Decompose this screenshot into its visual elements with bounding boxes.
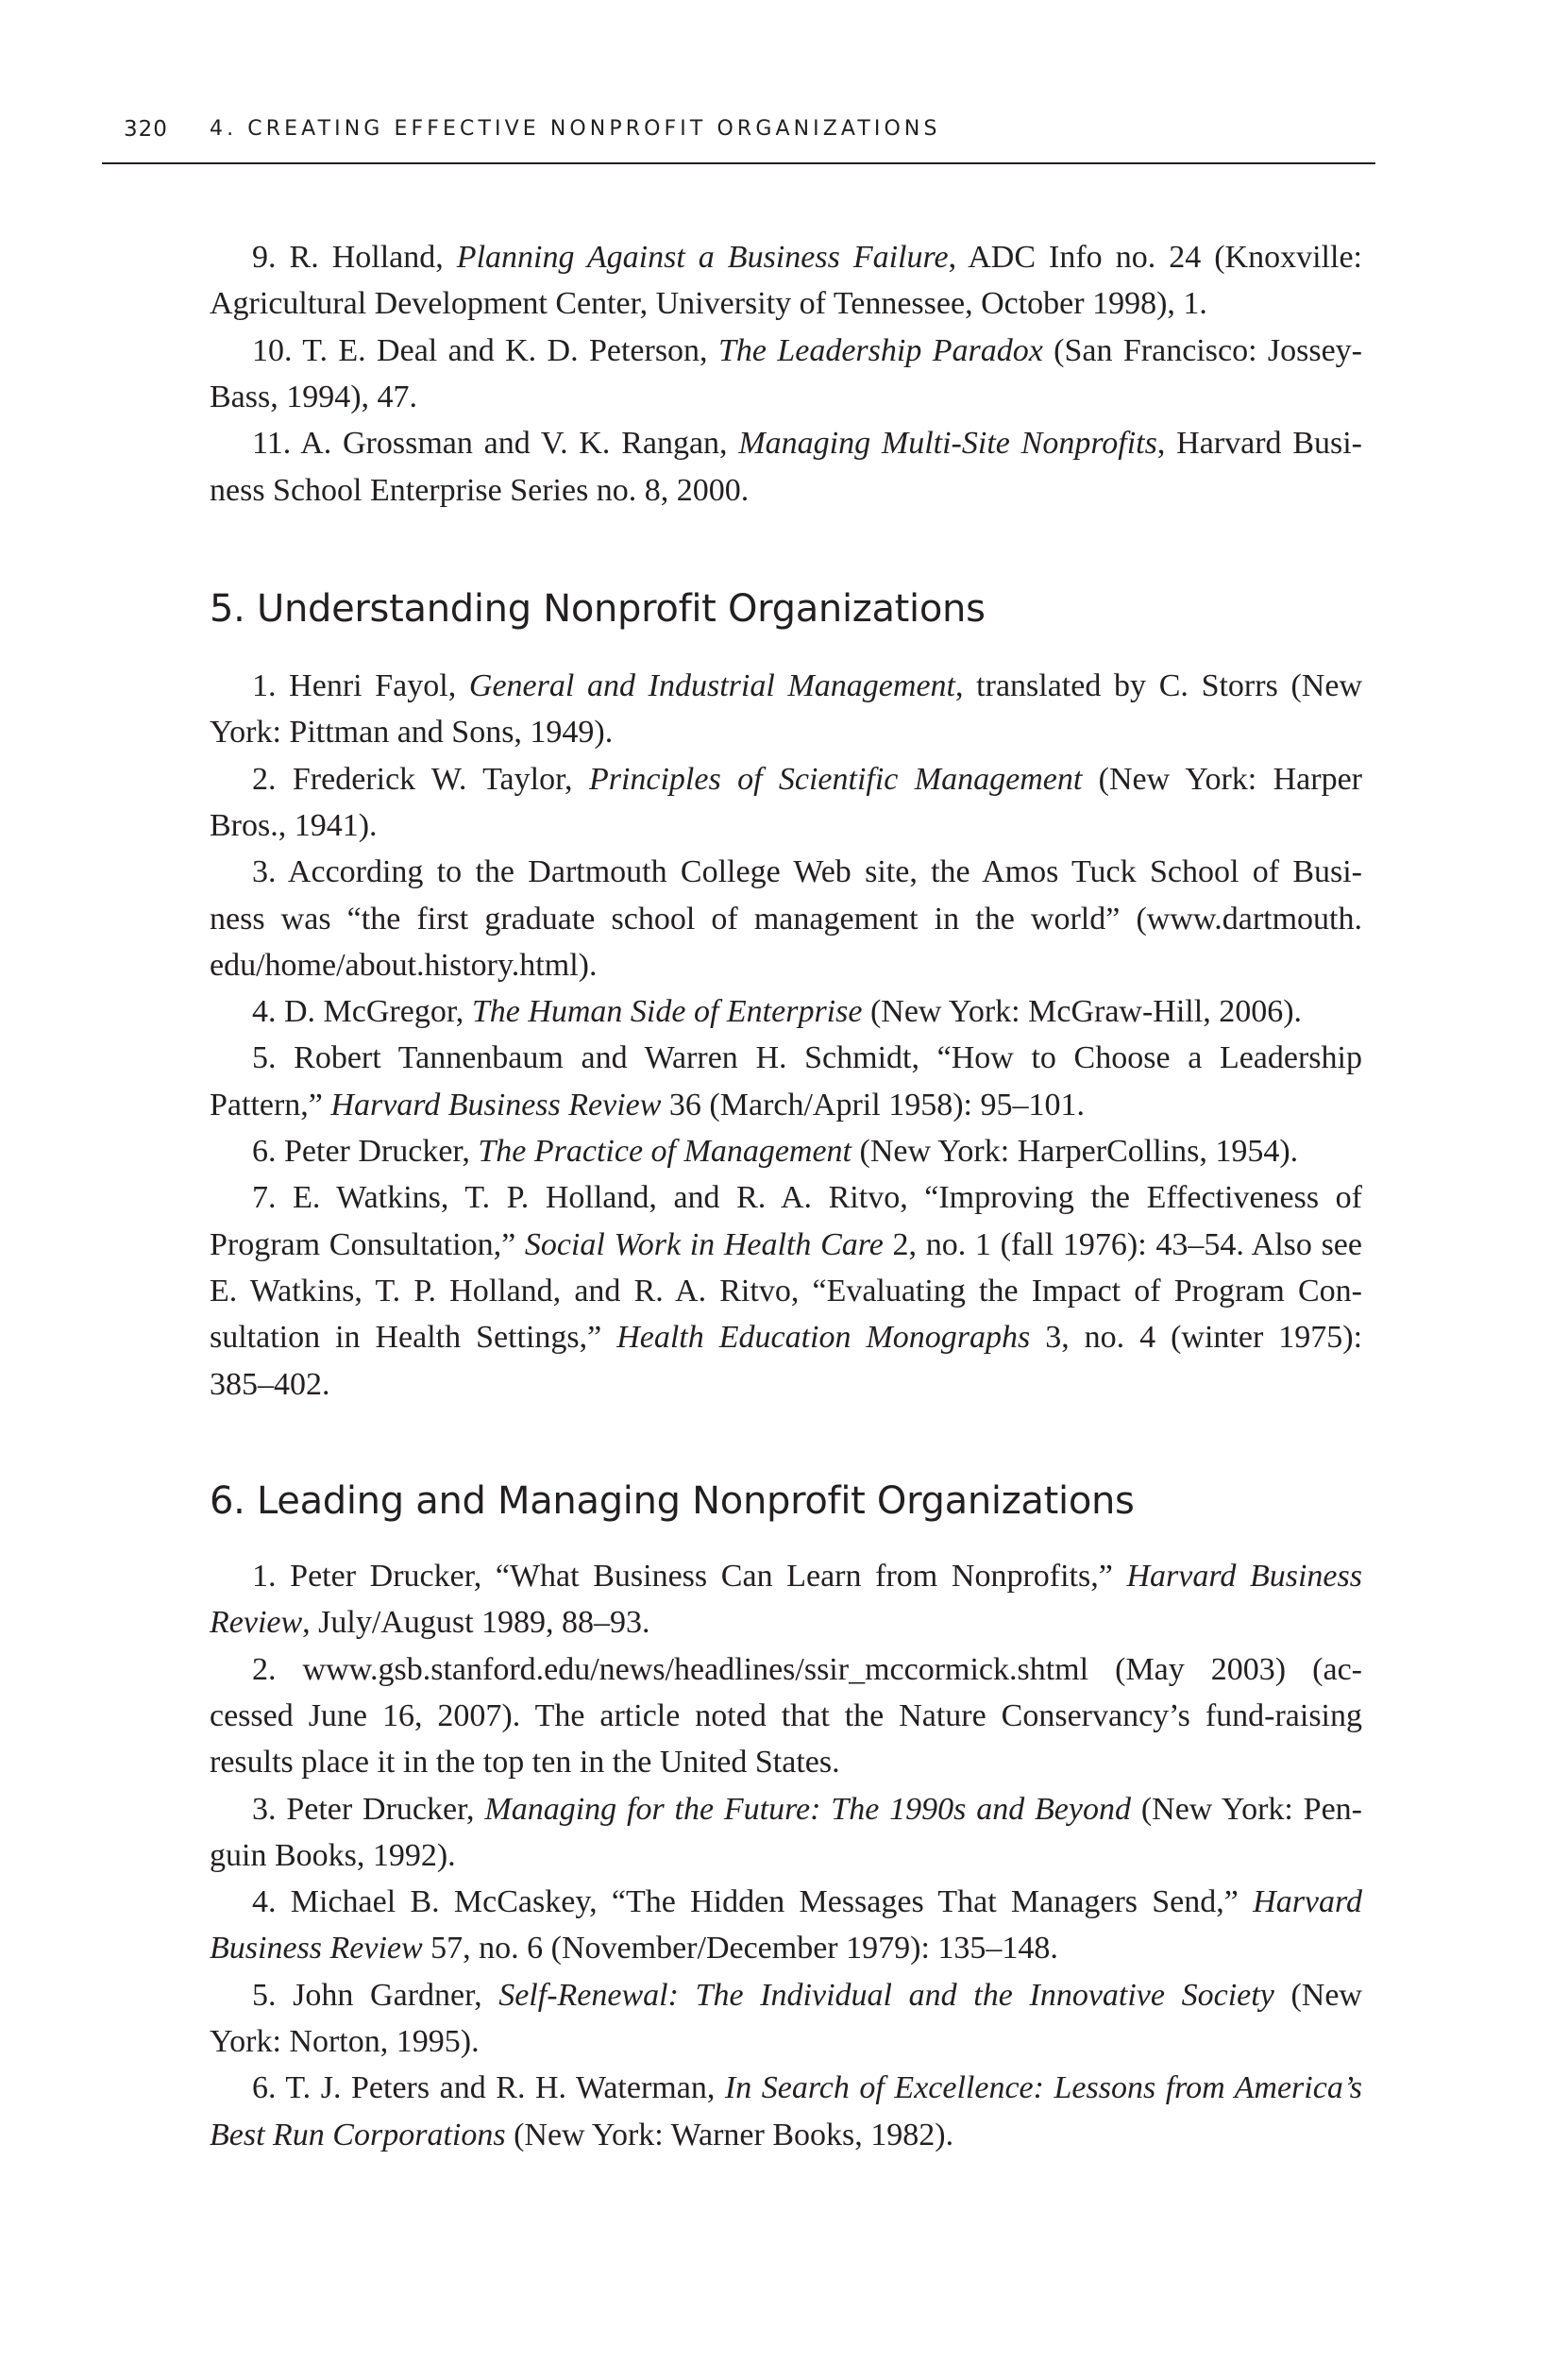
note-text: 4. D. McGregor,: [252, 994, 472, 1030]
endnote-line: [252, 425, 1362, 463]
note-text: , Harvard Busi-: [1156, 426, 1363, 462]
chapter-title: 4. CREATING EFFECTIVE NONPROFIT ORGANIZATIONS: [210, 117, 941, 141]
endnote-line: [252, 853, 1362, 891]
endnote-line: [210, 1604, 1362, 1642]
note-text: cessed June 16, 2007). The article noted that the Nature Conservancy’s fund-raising: [210, 1697, 1362, 1733]
note-text: Bass, 1994), 47.: [210, 379, 418, 414]
italic-title: The Leadership Paradox: [717, 332, 1043, 368]
italic-title: Harvard Business: [1126, 1559, 1362, 1594]
italic-title: Harvard Business Review: [330, 1087, 662, 1122]
note-text: ness School Enterprise Series no. 8, 2000.: [210, 472, 750, 508]
endnote-line: [210, 285, 1362, 323]
note-text: 10. T. E. Deal and K. D. Peterson,: [252, 332, 718, 368]
italic-title: The Practice of Management: [478, 1134, 852, 1169]
note-text: York: Pittman and Sons, 1949).: [210, 715, 614, 751]
endnote-line: [252, 1977, 1362, 2015]
italic-title: Managing Multi-Site Nonprofits: [738, 426, 1157, 462]
endnote-line: [252, 761, 1362, 799]
italic-title: In Search of Excellence: Lessons from America’s: [724, 2070, 1362, 2106]
running-head: [0, 0, 1568, 170]
italic-title: Review: [210, 1605, 303, 1641]
italic-title: The Human Side of Enterprise: [471, 994, 863, 1030]
endnote-line: [252, 1558, 1362, 1595]
note-text: ness was “the first graduate school of management in the world” (www.dartmouth.: [210, 901, 1362, 937]
endnote-line: [210, 1226, 1362, 1264]
note-text: 4. Michael B. McCaskey, “The Hidden Messages That Managers Send,”: [252, 1884, 1254, 1920]
note-text: Program Consultation,”: [210, 1226, 525, 1262]
note-text: 1. Peter Drucker, “What Business Can Learn from Nonprofits,”: [252, 1559, 1127, 1594]
endnote-line: [252, 1039, 1362, 1077]
note-text: , translated by C. Storrs (New: [955, 668, 1362, 703]
italic-title: Planning Against a Business Failure: [456, 240, 949, 275]
note-text: 3. According to the Dartmouth College Web site, the Amos Tuck School of Busi-: [252, 854, 1362, 890]
note-text: 6. T. J. Peters and R. H. Waterman,: [252, 2070, 725, 2106]
endnote-line: [210, 2117, 1362, 2154]
note-text: (New: [1273, 1977, 1362, 2013]
note-text: 57, no. 6 (November/December 1979): 135–148.: [422, 1931, 1058, 1966]
endnote-line: [210, 1273, 1362, 1310]
section-heading: 6. Leading and Managing Nonprofit Organizations: [210, 1479, 1135, 1523]
endnote-line: [210, 1697, 1362, 1735]
note-text: (New York: Warner Books, 1982).: [505, 2117, 954, 2152]
note-text: (New York: HarperCollins, 1954).: [851, 1134, 1299, 1169]
note-text: 3, no. 4 (winter 1975):: [1030, 1320, 1363, 1356]
note-text: 3. Peter Drucker,: [252, 1791, 485, 1827]
endnote-line: [252, 1179, 1362, 1217]
endnote-line: [210, 807, 1362, 845]
italic-title: Harvard: [1253, 1884, 1362, 1920]
note-text: guin Books, 1992).: [210, 1837, 456, 1873]
endnote-line: [210, 1930, 1362, 1967]
note-text: Agricultural Development Center, University of Tennessee, October 1998), 1.: [210, 286, 1207, 322]
endnote-line: [210, 1744, 1362, 1781]
endnote-line: [252, 993, 1362, 1031]
endnote-line: [210, 2023, 1362, 2061]
note-text: Pattern,”: [210, 1087, 331, 1122]
endnote-line: [210, 1366, 1362, 1404]
section-heading: 5. Understanding Nonprofit Organizations: [210, 587, 986, 631]
endnote-line: [252, 239, 1362, 277]
italic-title: Managing for the Future: The 1990s and Beyond: [484, 1791, 1131, 1827]
note-text: results place it in the top ten in the United States.: [210, 1745, 840, 1781]
note-text: , July/August 1989, 88–93.: [302, 1605, 650, 1641]
note-text: 2. Frederick W. Taylor,: [252, 761, 589, 797]
italic-title: Self-Renewal: The Individual and the Innovative Society: [498, 1977, 1274, 2013]
note-text: E. Watkins, T. P. Holland, and R. A. Ritvo, “Evaluating the Impact of Program Con-: [210, 1273, 1362, 1308]
note-text: 9. R. Holland,: [252, 240, 457, 275]
endnote-line: [210, 472, 1362, 510]
note-text: (New York: McGraw-Hill, 2006).: [862, 994, 1303, 1030]
note-text: 11. A. Grossman and V. K. Rangan,: [252, 426, 739, 462]
note-text: 2, no. 1 (fall 1976): 43–54. Also see: [883, 1226, 1362, 1262]
note-text: 385–402.: [210, 1366, 330, 1402]
note-text: 6. Peter Drucker,: [252, 1134, 479, 1169]
endnote-line: [252, 1651, 1362, 1689]
endnote-line: [210, 901, 1362, 938]
note-text: sultation in Health Settings,”: [210, 1320, 617, 1356]
endnote-line: [252, 1883, 1362, 1921]
note-text: (New York: Harper: [1082, 761, 1362, 797]
note-text: 36 (March/April 1958): 95–101.: [661, 1087, 1085, 1122]
note-text: Bros., 1941).: [210, 807, 378, 843]
italic-title: Principles of Scientific Management: [588, 761, 1083, 797]
endnote-line: [210, 714, 1362, 751]
endnote-line: [210, 1087, 1362, 1124]
italic-title: Business Review: [210, 1931, 423, 1966]
endnote-line: [252, 667, 1362, 705]
note-text: (New York: Pen-: [1131, 1791, 1363, 1827]
note-text: , ADC Info no. 24 (Knoxville:: [948, 240, 1362, 275]
endnote-line: [210, 947, 1362, 985]
endnote-line: [252, 1133, 1362, 1171]
endnote-line: [252, 2069, 1362, 2107]
endnote-line: [210, 379, 1362, 416]
italic-title: Social Work in Health Care: [524, 1226, 884, 1262]
note-text: (San Francisco: Jossey-: [1042, 332, 1363, 368]
note-text: 5. John Gardner,: [252, 1977, 499, 2013]
note-text: edu/home/about.history.html).: [210, 947, 598, 983]
endnote-line: [252, 1791, 1362, 1829]
page-number: 320: [124, 117, 168, 142]
endnote-line: [210, 1837, 1362, 1875]
endnote-line: [210, 1319, 1362, 1357]
note-text: York: Norton, 1995).: [210, 2024, 480, 2059]
note-text: 2. www.gsb.stanford.edu/news/headlines/ssir_mccormick.shtml (May 2003) (ac-: [252, 1651, 1362, 1687]
italic-title: Health Education Monographs: [616, 1320, 1031, 1356]
note-text: 7. E. Watkins, T. P. Holland, and R. A. Ritvo, “Improving the Effectiveness of: [252, 1180, 1362, 1216]
italic-title: Best Run Corporations: [210, 2117, 506, 2152]
note-text: 1. Henri Fayol,: [252, 668, 469, 703]
endnote-line: [252, 332, 1362, 370]
italic-title: General and Industrial Management: [468, 668, 955, 703]
note-text: 5. Robert Tannenbaum and Warren H. Schmidt, “How to Choose a Leadership: [252, 1040, 1362, 1076]
header-rule: [102, 162, 1375, 164]
